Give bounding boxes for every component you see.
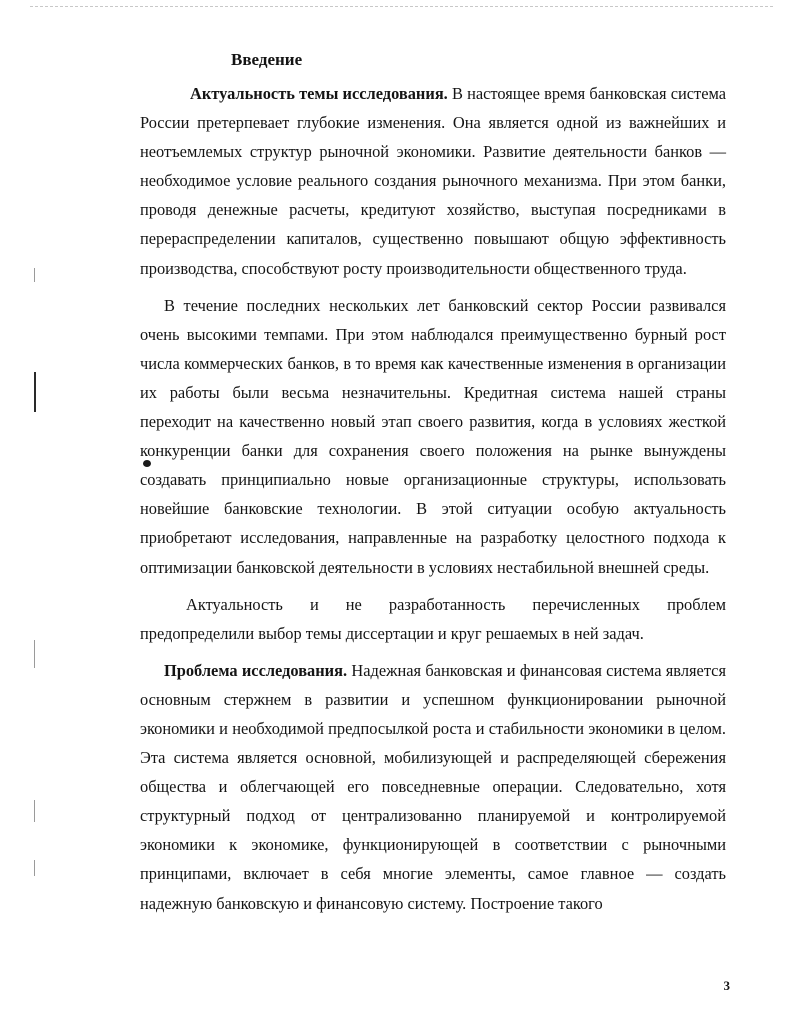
paragraph (140, 79, 726, 283)
paragraph (140, 291, 726, 582)
scan-margin-mark (34, 372, 36, 412)
page-number: 3 (723, 978, 730, 993)
scan-margin-mark (34, 640, 35, 668)
paragraph-lead: Актуальность темы исследования. (190, 84, 448, 103)
scan-margin-mark (34, 860, 35, 876)
paragraph-lead: Проблема исследования. (164, 660, 348, 680)
paragraph-text: Актуальность и не разработанность перечисленных проблем предопределили выбор темы диссертации и круг решаемых в ней задач. (140, 594, 726, 643)
paragraph-text: В течение последних нескольких лет банковский сектор России развивался очень высокими темпами. При этом наблюдался преимущественно бурный рост числа коммерческих банков, в то время как качественные изменения в организации их работы были весьма незначительны. Кредитная система нашей страны переходит на качественно новый этап своего развития, когда в условиях жесткой конкуренции банки для сохранения своего положения на рынке вынуждены создавать принципиально новые организационные структуры, использовать новейшие банковские технологии. В этой ситуации особую актуальность приобретают исследования, направленные на разработку целостного подхода к оптимизации банковской деятельности в условиях нестабильной внешней среды. (140, 295, 726, 577)
section-title: Введение (231, 50, 303, 69)
paragraph (140, 590, 726, 648)
scan-edge-line (30, 6, 773, 8)
paragraph-text: В настоящее время банковская система России претерпевает глубокие изменения. Она является одной из важнейших и неотъемлемых структур рыночной экономики. Развитие деятельности банков — необходимое условие реального создания рыночного механизма. При этом банки, проводя денежные расчеты, кредитуют хозяйство, выступая посредниками в перераспределении капиталов, существенно повышают общую эффективность производства, способствуют росту производительности общественного труда. (140, 84, 727, 278)
paragraph (140, 656, 726, 918)
document-body (140, 48, 726, 926)
scan-margin-mark (34, 800, 35, 822)
paragraph-text: Надежная банковская и финансовая система является основным стержнем в развитии и успешном функционировании рыночной экономики и необходимой предпосылкой роста и стабильности экономики в целом. Эта система является основной, мобилизующей и распределяющей сбережения общества и облегчающей его повседневные операции. Следовательно, хотя структурный подход от централизованно планируемой и контролируемой экономики к экономике, функционирующей в соответствии с рыночными принципами, включает в себя многие элементы, самое главное — создать надежную банковскую и финансовую систему. Построение такого (140, 660, 726, 913)
scan-margin-mark (34, 268, 35, 282)
